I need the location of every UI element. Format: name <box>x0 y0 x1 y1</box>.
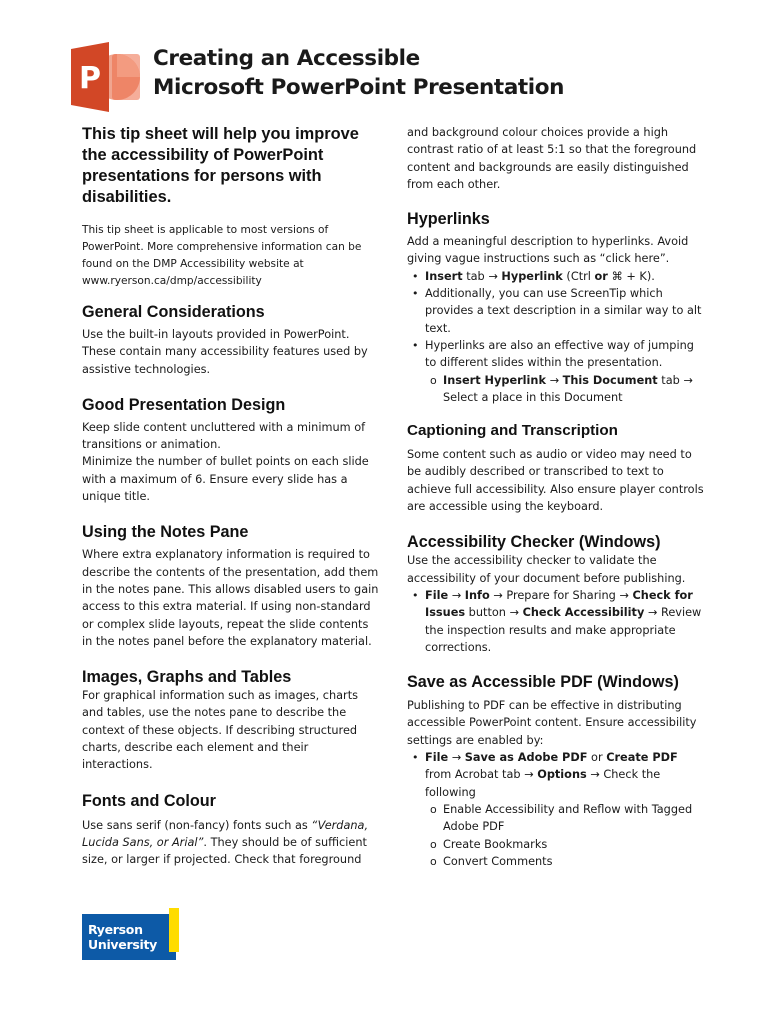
sub-list-item: o Enable Accessibility and Reflow with Tagged Adobe PDF <box>407 801 707 836</box>
logo-line-1: Ryerson <box>88 922 143 937</box>
options-label: Options <box>537 768 587 782</box>
notes-body: Where extra explanatory information is required to describe the contents of the presentation, add them in the notes pane. This allows disabled users to gain access to this extra material. If using non-standard or complex slide layouts, repeat the slide contents in the notes panel before the explanatory material. <box>82 548 379 648</box>
pdf-heading: Save as Accessible PDF (Windows) <box>407 673 679 692</box>
images-heading: Images, Graphs and Tables <box>82 668 292 687</box>
intro-text: This tip sheet will help you improve the accessibility of PowerPoint presentations for persons with disabilities. <box>82 125 359 206</box>
ryerson-logo <box>82 908 182 960</box>
design-heading: Good Presentation Design <box>82 395 286 414</box>
arrow-text: → <box>448 751 465 765</box>
arrow-text: tab → <box>462 269 502 283</box>
hyperlinks-body: Add a meaningful description to hyperlinks. Avoid giving vague instructions such as “click here”. <box>407 235 689 266</box>
arrow-text: → <box>545 373 563 387</box>
insert-hyperlink-label: Insert Hyperlink <box>443 373 546 387</box>
from-text: from Acrobat tab → <box>425 768 538 782</box>
captioning-heading: Captioning and Transcription <box>407 422 618 440</box>
design-body-2: Minimize the number of bullet points on each slide with a maximum of 6. Ensure every slide has a unique title. <box>82 455 369 504</box>
file-label: File <box>425 751 449 765</box>
list-item <box>407 749 707 801</box>
page-title <box>153 44 564 102</box>
or-text: or <box>587 751 607 765</box>
checker-list <box>407 587 707 656</box>
contrast-continued-text: and background colour choices provide a high contrast ratio of at least 5:1 so that the foreground content and backgrounds are easily distinguished from each other. <box>407 126 697 191</box>
logo-text <box>88 922 157 952</box>
applicability-text: This tip sheet is applicable to most versions of PowerPoint. More comprehensive information can be found on the DMP Accessibility website at www.ryerson.ca/dmp/accessibility <box>82 224 362 287</box>
hyperlinks-heading: Hyperlinks <box>407 210 490 229</box>
images-body: For graphical information such as images, charts and tables, use the notes pane to describe the context of these objects. If describing structured charts, describe each element and their interactions. <box>82 689 359 772</box>
title-line-2: Microsoft PowerPoint Presentation <box>153 75 565 100</box>
arrow-text: → <box>448 588 465 602</box>
hyperlinks-sublist <box>407 372 707 407</box>
sub-list-item: o Convert Comments <box>407 853 707 870</box>
powerpoint-icon <box>68 42 144 112</box>
check-accessibility-label: Check Accessibility <box>522 606 645 620</box>
fonts-body-italic: “Verdana, Lucida Sans, or Arial” <box>82 818 369 849</box>
button-text: button → <box>465 606 523 620</box>
fonts-body <box>82 817 380 869</box>
hyperlinks-list <box>407 268 707 372</box>
captioning-body: Some content such as audio or video may need to be audibly described or transcribed to text to achieve full accessibility. Also ensure player controls are accessible using the keyboard. <box>407 448 704 514</box>
hyperlink-label: Hyperlink <box>501 269 563 283</box>
pdf-sublist <box>407 801 707 870</box>
save-adobe-pdf-label: Save as Adobe PDF <box>464 751 588 765</box>
this-document-label: This Document <box>562 373 658 387</box>
or-label: or <box>594 269 608 283</box>
prepare-text: → Prepare for Sharing → <box>489 588 633 602</box>
design-body-1: Keep slide content uncluttered with a minimum of transitions or animation. <box>82 420 366 452</box>
list-item: • Hyperlinks are also an effective way of jumping to different slides within the presentation. <box>407 337 707 372</box>
fonts-heading: Fonts and Colour <box>82 791 216 810</box>
fonts-body-pre: Use sans serif (non-fancy) fonts such as <box>82 818 312 832</box>
right-column <box>407 124 707 870</box>
general-body: Use the built-in layouts provided in PowerPoint. These contain many accessibility features used by assistive technologies. <box>82 328 368 376</box>
check-following-text: → Check the following <box>425 768 661 799</box>
pdf-body: Publishing to PDF can be effective in distributing accessible PowerPoint content. Ensure accessibility settings are enabled by: <box>407 699 697 747</box>
pdf-list <box>407 749 707 801</box>
logo-line-2: University <box>88 937 157 952</box>
checker-heading: Accessibility Checker (Windows) <box>407 533 661 552</box>
review-text: → Review the inspection results and make appropriate corrections. <box>425 606 702 654</box>
list-item <box>407 587 707 656</box>
sub-list-item: o Create Bookmarks <box>407 836 707 853</box>
file-label: File <box>425 588 449 602</box>
sub-list-item <box>407 372 707 407</box>
check-issues-label: Check for Issues <box>425 588 693 620</box>
checker-body: Use the accessibility checker to validate the accessibility of your document before publishing. <box>407 554 686 585</box>
powerpoint-logo <box>68 42 144 112</box>
general-heading: General Considerations <box>82 303 265 321</box>
insert-label: Insert <box>425 269 463 283</box>
notes-heading: Using the Notes Pane <box>82 523 249 542</box>
sub-rest-text: tab → Select a place in this Document <box>443 373 693 404</box>
list-item <box>407 268 707 285</box>
logo-yellow-bar <box>169 908 179 952</box>
info-label: Info <box>464 588 490 602</box>
fonts-body-post: . They should be of sufficient size, or larger if projected. Check that foreground <box>82 835 367 867</box>
ctrl-text: (Ctrl <box>562 269 595 283</box>
cmd-shortcut-text: ⌘ + K). <box>607 269 655 283</box>
logo-letter: P <box>79 61 101 96</box>
title-line-1: Creating an Accessible <box>153 46 420 71</box>
left-column <box>82 124 380 869</box>
list-item: • Additionally, you can use ScreenTip which provides a text description in a similar way to alt text. <box>407 285 707 337</box>
create-pdf-label: Create PDF <box>606 751 678 765</box>
